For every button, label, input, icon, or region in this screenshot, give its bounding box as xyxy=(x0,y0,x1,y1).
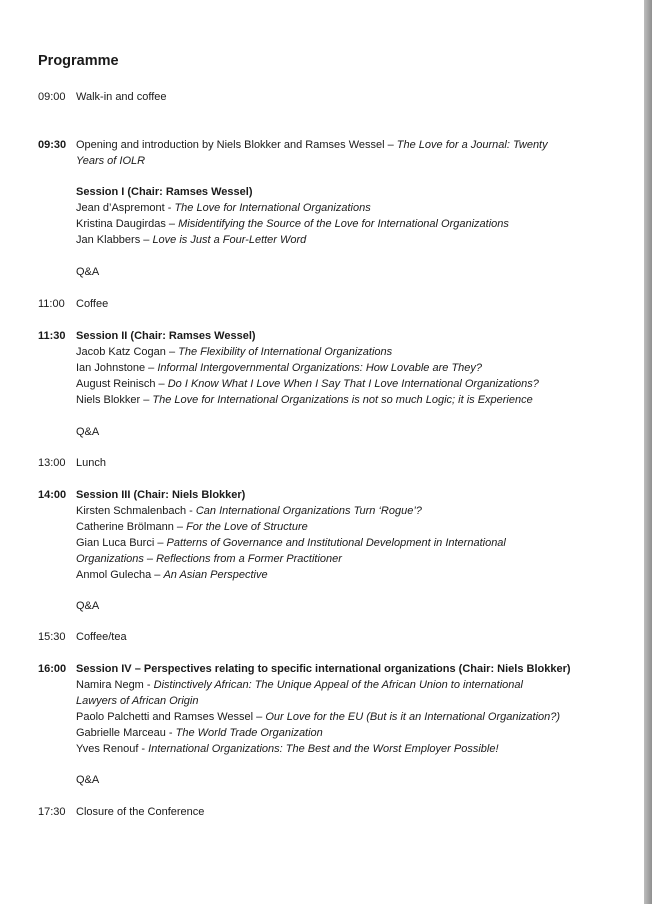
closure-label: Closure of the Conference xyxy=(76,806,205,818)
speaker: Jean d’Aspremont - xyxy=(76,202,175,214)
talk-title: The Flexibility of International Organizations xyxy=(178,346,393,358)
speaker: Catherine Brölmann – xyxy=(76,521,187,533)
talk-title: Do I Know What I Love When I Say That I Love International Organizations? xyxy=(167,378,539,390)
session2-heading: Session II (Chair: Ramses Wessel) xyxy=(76,330,256,342)
time-1530: 15:30 xyxy=(38,631,66,643)
session4-heading: Session IV – Perspectives relating to specific international organizations (Chair: Niels Blokker) xyxy=(76,663,571,675)
talk-item xyxy=(76,200,371,216)
time-1400: 14:00 xyxy=(38,489,67,501)
talk-item xyxy=(76,360,482,376)
talk-item xyxy=(76,376,539,392)
talk-title: The World Trade Organization xyxy=(175,727,323,739)
talk-title: International Organizations: The Best and the Worst Employer Possible! xyxy=(148,743,499,755)
talk-title: Misidentifying the Source of the Love for International Organizations xyxy=(178,218,509,230)
opening-line xyxy=(76,137,548,153)
talk-item xyxy=(76,535,506,551)
time-0930: 09:30 xyxy=(38,139,67,151)
talk-title-cont: Organizations – Reflections from a Former Practitioner xyxy=(76,553,342,565)
talk-title: The Love for International Organizations xyxy=(174,202,371,214)
coffee-label: Coffee xyxy=(76,298,109,310)
speaker: Yves Renouf - xyxy=(76,743,149,755)
talk-item xyxy=(76,567,268,583)
lunch-label: Lunch xyxy=(76,457,106,469)
time-1130: 11:30 xyxy=(38,330,66,342)
talk-item xyxy=(76,503,422,519)
speaker: Gabrielle Marceau - xyxy=(76,727,176,739)
speaker: Gian Luca Burci – xyxy=(76,537,167,549)
session3-heading: Session III (Chair: Niels Blokker) xyxy=(76,489,246,501)
time-1100: 11:00 xyxy=(38,298,65,310)
talk-item xyxy=(76,344,392,360)
walk-in-label: Walk-in and coffee xyxy=(76,91,167,103)
qa-label: Q&A xyxy=(76,774,100,786)
page-edge-shadow xyxy=(644,0,652,904)
speaker: Niels Blokker – xyxy=(76,394,153,406)
talk-item xyxy=(76,519,308,535)
qa-label: Q&A xyxy=(76,426,100,438)
speaker: Anmol Gulecha – xyxy=(76,569,164,581)
time-1730: 17:30 xyxy=(38,806,66,818)
speaker: Ian Johnstone – xyxy=(76,362,158,374)
speaker: August Reinisch – xyxy=(76,378,168,390)
talk-title: An Asian Perspective xyxy=(163,569,268,581)
coffee-tea-label: Coffee/tea xyxy=(76,631,127,643)
speaker: Kristina Daugirdas – xyxy=(76,218,179,230)
talk-title: For the Love of Structure xyxy=(186,521,308,533)
talk-title: Our Love for the EU (But is it an International Organization?) xyxy=(265,711,561,723)
talk-title: Love is Just a Four-Letter Word xyxy=(152,234,307,246)
talk-item xyxy=(76,741,499,757)
talk-title-cont: Lawyers of African Origin xyxy=(76,695,199,707)
page-title: Programme xyxy=(38,53,119,69)
talk-item xyxy=(76,725,323,741)
opening-title: The Love for a Journal: Twenty xyxy=(396,139,548,151)
time-1300: 13:00 xyxy=(38,457,66,469)
session1-heading: Session I (Chair: Ramses Wessel) xyxy=(76,186,253,198)
speaker: Jan Klabbers – xyxy=(76,234,153,246)
qa-label: Q&A xyxy=(76,266,100,278)
speaker: Jacob Katz Cogan – xyxy=(76,346,179,358)
speaker: Namira Negm - xyxy=(76,679,154,691)
talk-item xyxy=(76,232,306,248)
talk-title: Distinctively African: The Unique Appeal of the African Union to international xyxy=(153,679,523,691)
talk-item xyxy=(76,709,560,725)
talk-title: Patterns of Governance and Institutional Development in International xyxy=(166,537,506,549)
talk-title: Informal Intergovernmental Organizations: How Lovable are They? xyxy=(157,362,483,374)
time-1600: 16:00 xyxy=(38,663,67,675)
talk-title: Can International Organizations Turn ‘Rogue’? xyxy=(195,505,422,517)
speaker: Paolo Palchetti and Ramses Wessel – xyxy=(76,711,266,723)
speaker: Kirsten Schmalenbach - xyxy=(76,505,196,517)
time-0900: 09:00 xyxy=(38,91,66,103)
opening-title-cont: Years of IOLR xyxy=(76,155,146,167)
talk-item xyxy=(76,216,509,232)
talk-item xyxy=(76,392,533,408)
talk-item xyxy=(76,677,523,693)
talk-title: The Love for International Organizations is not so much Logic; it is Experience xyxy=(152,394,533,406)
opening-text: Opening and introduction by Niels Blokker and Ramses Wessel – xyxy=(76,139,397,151)
qa-label: Q&A xyxy=(76,600,100,612)
